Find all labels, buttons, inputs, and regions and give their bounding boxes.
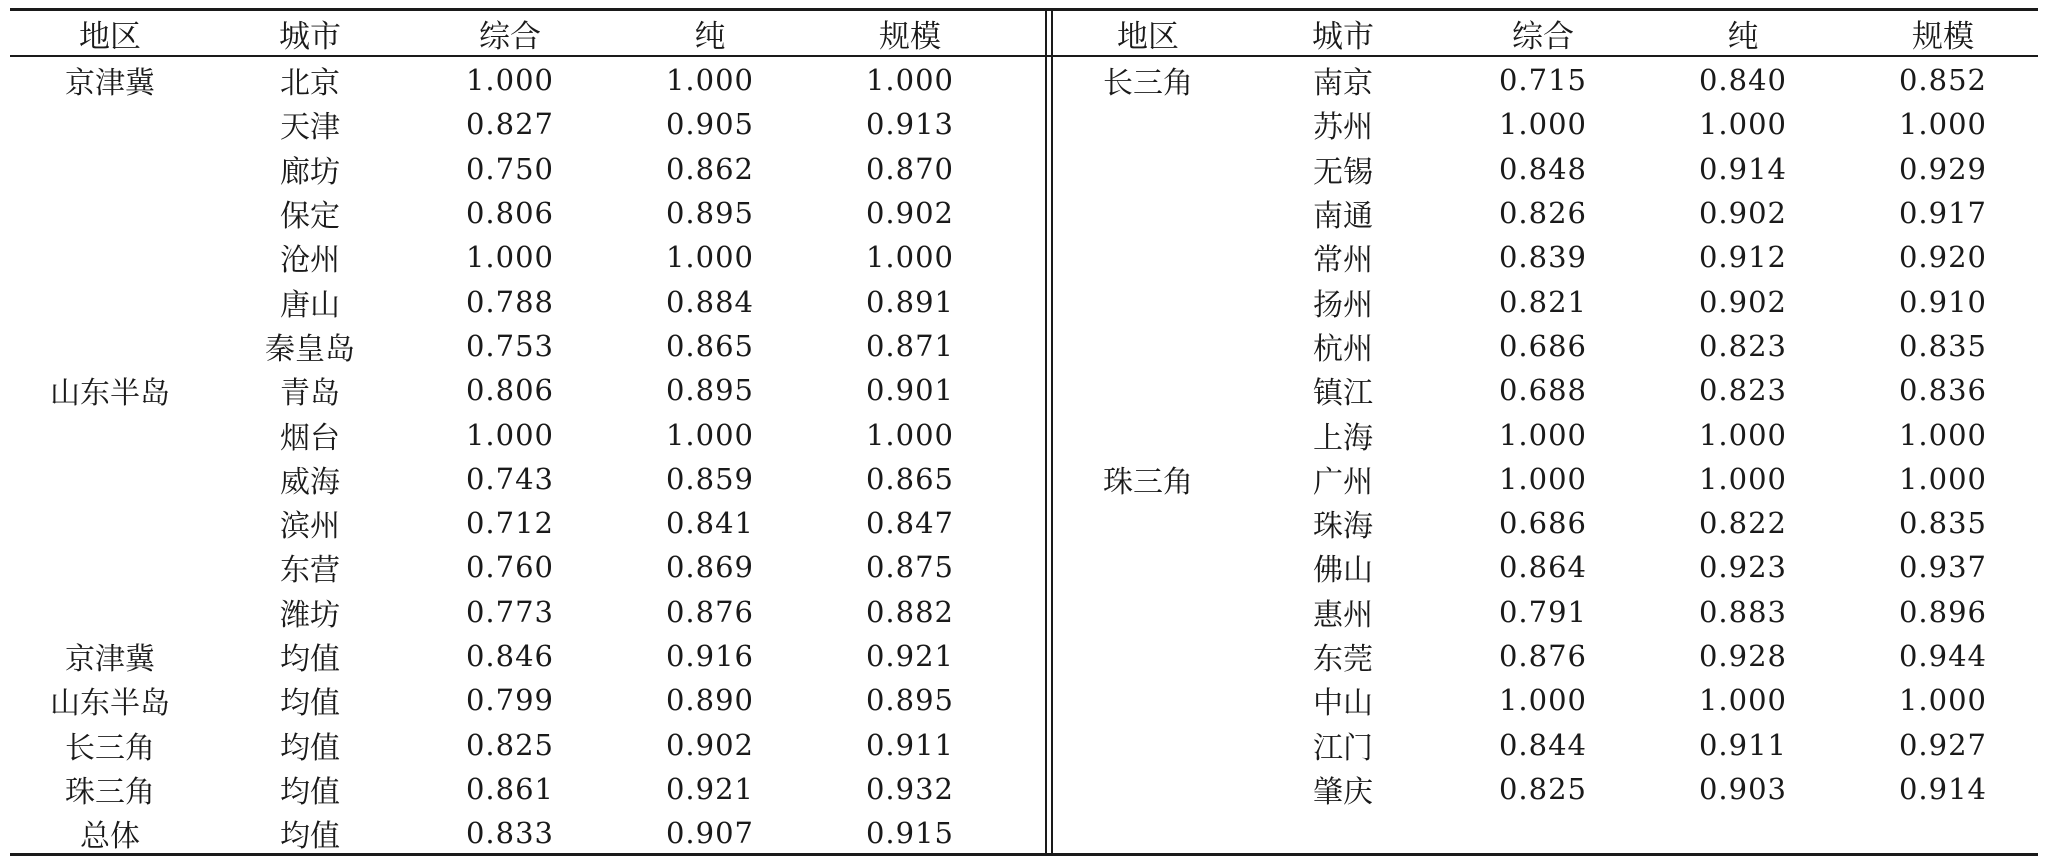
- city-cell: 苏州: [1313, 110, 1373, 146]
- right-table-row: [1053, 147, 2043, 191]
- left-header-pure: 纯: [694, 19, 726, 55]
- region-cell: [1053, 722, 1243, 766]
- pure-value: 1.000: [665, 240, 755, 275]
- composite-value: 0.825: [465, 727, 555, 762]
- city-cell: 无锡: [1313, 154, 1373, 190]
- right-table-row: [1053, 678, 2043, 722]
- left-table-row: [10, 678, 1010, 722]
- city-cell: 青岛: [280, 376, 340, 412]
- right-table-row: [1053, 191, 2043, 235]
- left-header-region: 地区: [79, 19, 141, 55]
- left-table-row: [10, 501, 1010, 545]
- composite-value: 0.686: [1498, 328, 1588, 363]
- composite-value: 0.791: [1498, 594, 1588, 629]
- pure-value: 0.903: [1698, 771, 1788, 806]
- panel-divider-left-line: [1045, 8, 1047, 856]
- right-table-row: [1053, 368, 2043, 412]
- scale-value: 0.911: [865, 727, 955, 762]
- city-cell: 杭州: [1313, 331, 1373, 367]
- pure-value: 0.869: [665, 550, 755, 585]
- scale-value: 0.871: [865, 328, 955, 363]
- left-table-row: [10, 545, 1010, 589]
- composite-value: 0.799: [465, 683, 555, 718]
- city-cell: 珠海: [1313, 509, 1373, 545]
- composite-value: 0.827: [465, 107, 555, 142]
- city-cell: 南通: [1313, 199, 1373, 235]
- left-table-row: [10, 102, 1010, 146]
- pure-value: 0.859: [665, 461, 755, 496]
- city-cell: 东莞: [1313, 642, 1373, 677]
- composite-value: 0.712: [465, 506, 555, 541]
- region-cell: [1053, 678, 1243, 722]
- right-table-row: [1053, 722, 2043, 766]
- right-table-row: [1053, 457, 2043, 501]
- composite-value: 0.750: [465, 151, 555, 186]
- city-cell: 惠州: [1313, 597, 1373, 633]
- left-table-row: [10, 235, 1010, 279]
- right-header-city: 城市: [1312, 19, 1374, 55]
- scale-value: 0.917: [1898, 196, 1988, 231]
- pure-value: 0.895: [665, 196, 755, 231]
- pure-value: 0.914: [1698, 151, 1788, 186]
- region-cell: [10, 147, 210, 191]
- composite-value: 0.833: [465, 816, 555, 851]
- pure-value: 1.000: [1698, 107, 1788, 142]
- composite-value: 0.806: [465, 373, 555, 408]
- city-cell: 佛山: [1313, 553, 1373, 589]
- left-panel-table: [10, 11, 1010, 855]
- right-header-scale: 规模: [1912, 19, 1974, 55]
- region-cell: [10, 545, 210, 589]
- composite-value: 0.773: [465, 594, 555, 629]
- right-table-row: [1053, 590, 2043, 634]
- pure-value: 1.000: [665, 63, 755, 98]
- pure-value: 1.000: [1698, 461, 1788, 496]
- pure-value: 0.865: [665, 328, 755, 363]
- region-cell: 总体: [80, 819, 140, 855]
- scale-value: 0.902: [865, 196, 955, 231]
- composite-value: 0.760: [465, 550, 555, 585]
- scale-value: 0.870: [865, 151, 955, 186]
- city-cell: 秦皇岛: [265, 331, 355, 367]
- composite-value: 1.000: [465, 63, 555, 98]
- composite-value: 0.825: [1498, 771, 1588, 806]
- region-cell: [1053, 634, 1243, 678]
- region-cell: [1053, 412, 1243, 456]
- scale-value: 0.852: [1898, 63, 1988, 98]
- region-cell: [10, 457, 210, 501]
- region-cell: [1053, 102, 1243, 146]
- right-table-row: [1053, 412, 2043, 456]
- scale-value: 0.937: [1898, 550, 1988, 585]
- pure-value: 0.916: [665, 639, 755, 673]
- scale-value: 0.891: [865, 284, 955, 319]
- scale-value: 1.000: [1898, 107, 1988, 142]
- right-panel-table: [1053, 11, 2043, 811]
- pure-value: 0.902: [665, 727, 755, 762]
- pure-value: 0.902: [1698, 284, 1788, 319]
- right-table-row: [1053, 56, 2043, 102]
- composite-value: 1.000: [465, 240, 555, 275]
- right-table-row: [1053, 501, 2043, 545]
- city-cell: 常州: [1313, 243, 1373, 279]
- right-table-row: [1053, 545, 2043, 589]
- pure-value: 0.921: [665, 771, 755, 806]
- pure-value: 0.884: [665, 284, 755, 319]
- city-cell: 扬州: [1313, 287, 1373, 323]
- composite-value: 0.848: [1498, 151, 1588, 186]
- pure-value: 0.907: [665, 816, 755, 851]
- left-table-body: [10, 56, 1010, 855]
- region-cell: [1053, 590, 1243, 634]
- scale-value: 0.927: [1898, 727, 1988, 762]
- region-cell: [1053, 324, 1243, 368]
- city-cell: 南京: [1313, 66, 1373, 102]
- scale-value: 0.835: [1898, 506, 1988, 541]
- right-table-row: [1053, 767, 2043, 811]
- right-header-composite: 综合: [1512, 19, 1574, 55]
- region-cell: 京津冀: [65, 66, 155, 102]
- scale-value: 0.910: [1898, 284, 1988, 319]
- left-header-row: [10, 11, 1010, 56]
- right-table-row: [1053, 634, 2043, 678]
- city-cell: 上海: [1313, 420, 1373, 456]
- city-cell: 沧州: [280, 243, 340, 279]
- city-cell: 均值: [280, 642, 340, 677]
- composite-value: 0.839: [1498, 240, 1588, 275]
- composite-value: 0.753: [465, 328, 555, 363]
- scale-value: 0.929: [1898, 151, 1988, 186]
- pure-value: 0.895: [665, 373, 755, 408]
- scale-value: 1.000: [865, 240, 955, 275]
- right-table-row: [1053, 102, 2043, 146]
- pure-value: 1.000: [665, 417, 755, 452]
- composite-value: 0.743: [465, 461, 555, 496]
- scale-value: 0.847: [865, 506, 955, 541]
- region-cell: [1053, 501, 1243, 545]
- left-table-row: [10, 767, 1010, 811]
- city-cell: 威海: [280, 464, 340, 500]
- pure-value: 0.912: [1698, 240, 1788, 275]
- left-header-scale: 规模: [879, 19, 941, 55]
- right-table-row: [1053, 324, 2043, 368]
- region-cell: [1053, 545, 1243, 589]
- pure-value: 0.840: [1698, 63, 1788, 98]
- city-cell: 均值: [280, 686, 340, 722]
- scale-value: 0.913: [865, 107, 955, 142]
- region-cell: [10, 412, 210, 456]
- left-table-row: [10, 279, 1010, 323]
- composite-value: 0.861: [465, 771, 555, 806]
- region-cell: [10, 235, 210, 279]
- pure-value: 0.890: [665, 683, 755, 718]
- pure-value: 1.000: [1698, 683, 1788, 718]
- city-cell: 均值: [280, 819, 340, 855]
- region-cell: [10, 590, 210, 634]
- scale-value: 0.836: [1898, 373, 1988, 408]
- scale-value: 0.896: [1898, 594, 1988, 629]
- pure-value: 0.928: [1698, 639, 1788, 673]
- pure-value: 0.862: [665, 151, 755, 186]
- region-cell: [1053, 368, 1243, 412]
- pure-value: 0.822: [1698, 506, 1788, 541]
- scale-value: 1.000: [865, 63, 955, 98]
- scale-value: 0.914: [1898, 771, 1988, 806]
- city-cell: 中山: [1313, 686, 1373, 722]
- right-header-row: [1053, 11, 2043, 56]
- region-cell: [1053, 235, 1243, 279]
- composite-value: 0.686: [1498, 506, 1588, 541]
- composite-value: 0.821: [1498, 284, 1588, 319]
- left-table-row: [10, 457, 1010, 501]
- pure-value: 0.841: [665, 506, 755, 541]
- pure-value: 1.000: [1698, 417, 1788, 452]
- city-cell: 镇江: [1313, 376, 1373, 412]
- scale-value: 0.865: [865, 461, 955, 496]
- city-cell: 广州: [1313, 464, 1373, 500]
- region-cell: [1053, 191, 1243, 235]
- pure-value: 0.883: [1698, 594, 1788, 629]
- right-table-row: [1053, 279, 2043, 323]
- left-table-row: [10, 368, 1010, 412]
- composite-value: 1.000: [1498, 683, 1588, 718]
- region-cell: 京津冀: [65, 642, 155, 677]
- composite-value: 0.844: [1498, 727, 1588, 762]
- city-cell: 滨州: [280, 509, 340, 545]
- scale-value: 0.915: [865, 816, 955, 851]
- composite-value: 0.715: [1498, 63, 1588, 98]
- city-cell: 均值: [280, 730, 340, 766]
- left-table-row: [10, 634, 1010, 678]
- left-header-city: 城市: [279, 19, 341, 55]
- city-cell: 唐山: [280, 287, 340, 323]
- scale-value: 0.944: [1898, 639, 1988, 673]
- left-table-row: [10, 722, 1010, 766]
- city-cell: 东营: [280, 553, 340, 589]
- scale-value: 0.895: [865, 683, 955, 718]
- region-cell: [10, 191, 210, 235]
- city-cell: 肇庆: [1313, 774, 1373, 810]
- left-table-row: [10, 324, 1010, 368]
- region-cell: 山东半岛: [50, 686, 170, 722]
- composite-value: 1.000: [1498, 417, 1588, 452]
- pure-value: 0.902: [1698, 196, 1788, 231]
- pure-value: 0.823: [1698, 373, 1788, 408]
- composite-value: 0.688: [1498, 373, 1588, 408]
- left-table-row: [10, 147, 1010, 191]
- city-cell: 潍坊: [280, 597, 340, 633]
- city-cell: 均值: [280, 774, 340, 810]
- region-cell: [1053, 147, 1243, 191]
- scale-value: 0.835: [1898, 328, 1988, 363]
- scale-value: 1.000: [1898, 417, 1988, 452]
- composite-value: 1.000: [1498, 461, 1588, 496]
- region-cell: [10, 279, 210, 323]
- pure-value: 0.876: [665, 594, 755, 629]
- pure-value: 0.905: [665, 107, 755, 142]
- right-table-body: [1053, 56, 2043, 811]
- pure-value: 0.923: [1698, 550, 1788, 585]
- region-cell: [1053, 767, 1243, 811]
- composite-value: 1.000: [1498, 107, 1588, 142]
- composite-value: 0.788: [465, 284, 555, 319]
- composite-value: 0.806: [465, 196, 555, 231]
- region-cell: 珠三角: [65, 774, 155, 810]
- right-header-region: 地区: [1117, 19, 1179, 55]
- composite-value: 0.826: [1498, 196, 1588, 231]
- right-header-pure: 纯: [1727, 19, 1759, 55]
- right-table-row: [1053, 235, 2043, 279]
- composite-value: 0.846: [465, 639, 555, 673]
- city-cell: 烟台: [280, 420, 340, 456]
- region-cell: [10, 102, 210, 146]
- pure-value: 0.911: [1698, 727, 1788, 762]
- pure-value: 0.823: [1698, 328, 1788, 363]
- scale-value: 1.000: [1898, 461, 1988, 496]
- scale-value: 0.875: [865, 550, 955, 585]
- left-header-composite: 综合: [479, 19, 541, 55]
- composite-value: 1.000: [465, 417, 555, 452]
- city-cell: 保定: [280, 199, 340, 235]
- scale-value: 0.882: [865, 594, 955, 629]
- left-table-row: [10, 191, 1010, 235]
- scale-value: 0.932: [865, 771, 955, 806]
- left-table-row: [10, 56, 1010, 102]
- region-cell: [10, 501, 210, 545]
- region-cell: 长三角: [65, 730, 155, 766]
- city-cell: 天津: [280, 110, 340, 146]
- region-cell: 珠三角: [1103, 464, 1193, 500]
- scale-value: 0.901: [865, 373, 955, 408]
- scale-value: 0.921: [865, 639, 955, 673]
- left-table-row: [10, 590, 1010, 634]
- city-cell: 廊坊: [280, 154, 340, 190]
- region-cell: 长三角: [1103, 66, 1193, 102]
- composite-value: 0.864: [1498, 550, 1588, 585]
- left-table-row: [10, 412, 1010, 456]
- left-table-row: [10, 811, 1010, 855]
- scale-value: 1.000: [1898, 683, 1988, 718]
- city-cell: 江门: [1313, 730, 1373, 766]
- composite-value: 0.876: [1498, 639, 1588, 673]
- scale-value: 0.920: [1898, 240, 1988, 275]
- region-cell: 山东半岛: [50, 376, 170, 412]
- city-cell: 北京: [280, 66, 340, 102]
- region-cell: [1053, 279, 1243, 323]
- region-cell: [10, 324, 210, 368]
- scale-value: 1.000: [865, 417, 955, 452]
